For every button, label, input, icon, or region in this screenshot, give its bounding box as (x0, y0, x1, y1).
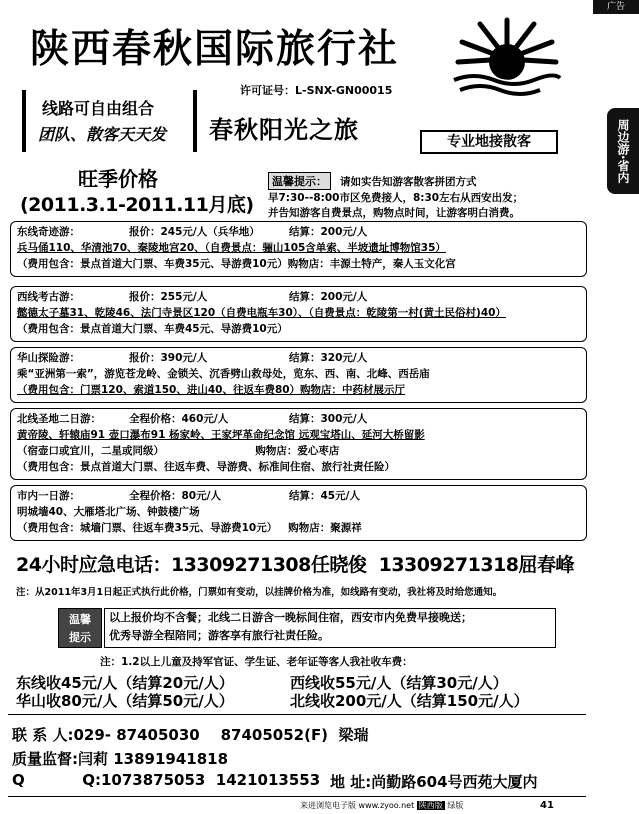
season-label: 旺季价格 (78, 167, 158, 191)
quality-supervisor: 质量监督:闫莉 13891941818 (12, 750, 229, 768)
footer (300, 800, 463, 811)
fee-north: 北线收200元/人（结算150元/人） (290, 692, 529, 710)
tips-line-3: 并告知游客自费景点，购物点时间，让游客明白消费。 (268, 207, 520, 219)
contact-person: 联 系 人:029- 87405030 87405052(F) 梁瑞 (12, 726, 369, 744)
route-huashan (10, 347, 587, 403)
page-number: 41 (540, 800, 554, 811)
route-price: 全程价格：80元/人 (129, 490, 221, 502)
route-sights: 黄帝陵、轩辕庙91 壶口瀑布91 杨家岭、王家坪革命纪念馆 远观宝塔山、延河大桥留影 (17, 429, 425, 441)
fee-west: 西线收55元/人（结算30元/人） (290, 674, 508, 692)
slogan-line-1: 线路可自由组合 (42, 99, 155, 118)
route-price: 报价：390元/人 (129, 352, 208, 364)
slogan-line-2: 团队、散客天天发 (38, 125, 167, 144)
footer-divider (8, 796, 586, 797)
footer-edition: 绿版 (447, 801, 464, 810)
route-includes: （费用包含：景点首道大门票、往返车费、导游费、标准间住宿、旅行社责任险） (17, 461, 395, 473)
route-city (10, 485, 587, 541)
fee-huashan: 华山收80元/人（结算50元/人） (16, 692, 234, 710)
route-settle: 结算：200元/人 (289, 291, 368, 303)
agency-title: 陕西春秋国际旅行社 (30, 26, 400, 72)
season-dates: (2011.3.1-2011.11月底) (20, 194, 254, 216)
slogan-bracket-box (22, 90, 197, 152)
route-includes: （费用包含：门票120、索道150、进山40、往返车费80）购物店：中药材展示厅 (17, 384, 406, 396)
qq-numbers: Q Q:1073875053 1421013553 (12, 771, 321, 789)
footer-text: 来进浏览电子版 www.zyoo.net (300, 801, 415, 810)
warm-tips-line-1: 以上报价均不含餐；北线二日游含一晚标间住宿，西安市内免费早接晚送； (109, 611, 472, 624)
route-sights: 兵马俑110、华清池70、秦陵地宫20、（自费景点：骊山105含单索、半坡遗址博物馆35） (17, 242, 446, 254)
route-price: 报价：245元/人（兵华地） (129, 226, 260, 238)
route-sights: 懿德太子墓31、乾陵46、法门寺景区120（自费电瓶车30）、（自费景点：乾陵第一村(黄土民俗村)40） (17, 307, 506, 319)
route-east (10, 221, 587, 277)
route-name: 市内一日游： (17, 490, 80, 502)
divider (8, 714, 586, 715)
footer-edition-tag: 陕西版 (418, 801, 443, 810)
tips-line-1: 请如实告知游客散客拼团方式 (340, 176, 477, 188)
warm-tips-box (104, 608, 556, 648)
route-price: 全程价格：460元/人 (129, 413, 229, 425)
route-settle: 结算：200元/人 (289, 226, 368, 238)
route-sights: 明城墙40、大雁塔北广场、钟鼓楼广场 (17, 506, 200, 518)
warm-tips-label-line-2: 提示 (69, 631, 91, 644)
office-address: 地 址:尚勤路604号西苑大厦内 (330, 773, 538, 791)
warm-tips-line-2: 优秀导游全程陪同；游客享有旅行社责任险。 (109, 629, 329, 642)
route-includes: （费用包含：城墙门票、往返车费35元、导游费10元） 购物店：聚源祥 (17, 522, 362, 534)
ad-tag: 广告 (593, 0, 639, 14)
side-tab-nearby-travel[interactable]: 周边游·省内 (607, 108, 639, 194)
route-includes: （费用包含：景点首道大门票、车费35元、导游费10元）购物店：丰源土特产，秦人玉文化宫 (17, 258, 456, 270)
tips-title: 温馨提示： (268, 172, 331, 190)
route-name: 华山探险游： (17, 352, 80, 364)
local-service-badge: 专业地接散客 (420, 130, 558, 154)
price-effective-note: 注：从2011年3月1日起正式执行此价格，门票如有变动，以挂牌价格为准，如线路有变动，我社将及时给您通知。 (16, 587, 503, 598)
route-name: 东线奇迹游： (17, 226, 80, 238)
child-fee-note: 注：1.2以上儿童及持军官证、学生证、老年证等客人我社收车费： (100, 656, 413, 668)
route-north (10, 408, 587, 480)
license-number: 许可证号：L-SNX-GN00015 (240, 84, 393, 97)
route-sights: 乘“亚洲第一索”，游览苍龙岭、金锁关、沉香劈山救母处，览东、西、南、北峰、西岳庙 (17, 368, 430, 380)
route-settle: 结算：320元/人 (289, 352, 368, 364)
tips-line-2: 早7:30--8:00市区免费接人，8:30左右从西安出发； (268, 192, 524, 204)
warm-tips-label-line-1: 温馨 (69, 613, 91, 626)
fee-east: 东线收45元/人（结算20元/人） (16, 674, 234, 692)
route-settle: 结算：300元/人 (289, 413, 368, 425)
sun-logo-icon (452, 14, 562, 104)
emergency-hotline: 24小时应急电话：13309271308任晓俊 13309271318屈春峰 (16, 554, 575, 576)
route-settle: 结算：45元/人 (289, 490, 360, 502)
route-price: 报价：255元/人 (129, 291, 208, 303)
route-name: 西线考古游： (17, 291, 80, 303)
brand-slogan: 春秋阳光之旅 (209, 115, 359, 144)
route-name: 北线圣地二日游： (17, 413, 101, 425)
route-west (10, 286, 587, 342)
warm-tips-label (58, 608, 102, 648)
route-lodging: （宿壶口或宜川，二星或同级） 购物店：爱心枣店 (17, 445, 340, 457)
route-includes: （费用包含：景点首道大门票、车费45元、导游费10元） (17, 323, 288, 335)
